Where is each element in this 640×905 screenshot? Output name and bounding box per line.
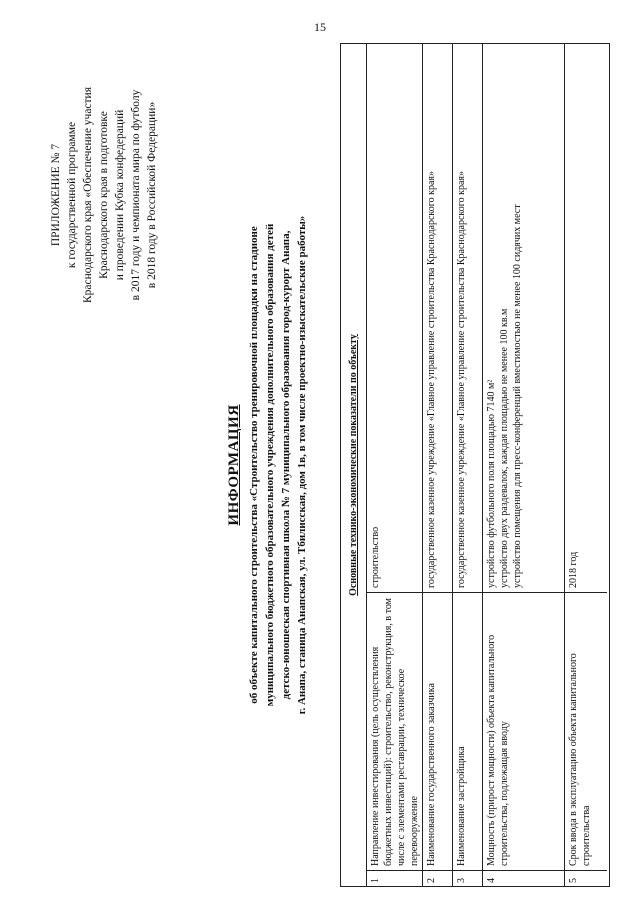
row-indicator-name: Направление инвестирования (цель осуществления бюджетных инвестиций): строительство, реконструкция, в том числе с элементами реставрации, техническое перевооружение <box>367 592 422 870</box>
row-indicator-value: государственное казенное учреждение «Главное управление строительства Краснодарского края» <box>456 170 467 588</box>
table-row <box>423 44 453 886</box>
rotated-page-content <box>40 40 620 890</box>
table-row <box>483 44 565 886</box>
page-number: 15 <box>314 20 326 34</box>
appendix-line: в 2017 году и чемпионата мира по футболу <box>130 89 142 301</box>
appendix-heading <box>48 60 160 330</box>
row-indicator-name: Мощность (прирост мощности) объекта капитального строительства, подлежащая вводу <box>483 592 564 870</box>
appendix-line: в 2018 году в Российской Федерации» <box>146 101 158 289</box>
row-indicator-name: Наименование застройщика <box>453 592 482 870</box>
row-indicator-value: 2018 год <box>568 551 579 588</box>
row-number: 3 <box>453 870 482 886</box>
appendix-line: к государственной программе <box>66 121 78 269</box>
info-subtitle-line: муниципального бюджетного образовательного учреждения дополнительного образования детей <box>264 223 276 707</box>
row-number: 5 <box>565 870 607 886</box>
appendix-line: и проведении Кубка конфедераций <box>114 109 126 281</box>
row-indicator-name: Срок ввода в эксплуатацию объекта капитального строительства <box>565 592 607 870</box>
appendix-line: Краснодарского края в подготовке <box>98 111 110 279</box>
table-header: Основные технико-экономические показатели по объекту <box>341 44 367 886</box>
row-number: 2 <box>423 870 452 886</box>
info-subtitle <box>246 80 310 850</box>
table-row <box>453 44 483 886</box>
row-indicator-value: государственное казенное учреждение «Главное управление строительства Краснодарского края» <box>426 170 437 588</box>
appendix-line: ПРИЛОЖЕНИЕ № 7 <box>50 143 62 247</box>
row-indicator-name: Наименование государственного заказчика <box>423 592 452 870</box>
row-indicator-value: устройство футбольного поля площадью 7140 м² устройство двух раздевалок, каждая площадью не менее 100 кв.м устройство помещения для пресс-конференций вместимостью не менее 100 сидячих мест <box>486 204 523 588</box>
row-indicator-value: строительство <box>370 526 381 588</box>
info-subtitle-line: детско-юношеская спортивная школа № 7 муниципального образования город-курорт Анапа, <box>280 230 292 700</box>
info-title: ИНФОРМАЦИЯ <box>226 404 242 526</box>
row-number: 4 <box>483 870 564 886</box>
row-number: 1 <box>367 870 422 886</box>
table-row <box>565 44 607 886</box>
info-subtitle-line: об объекте капитального строительства «Строительство тренировочной площадки на стадионе <box>248 226 260 704</box>
indicators-table <box>340 43 610 887</box>
table-row <box>367 44 423 886</box>
appendix-line: Краснодарского края «Обеспечение участия <box>82 86 94 304</box>
info-subtitle-line: г. Анапа, станица Анапская, ул. Тбилисская, дом 1в, в том числе проектно-изыскательские работы» <box>296 215 308 715</box>
